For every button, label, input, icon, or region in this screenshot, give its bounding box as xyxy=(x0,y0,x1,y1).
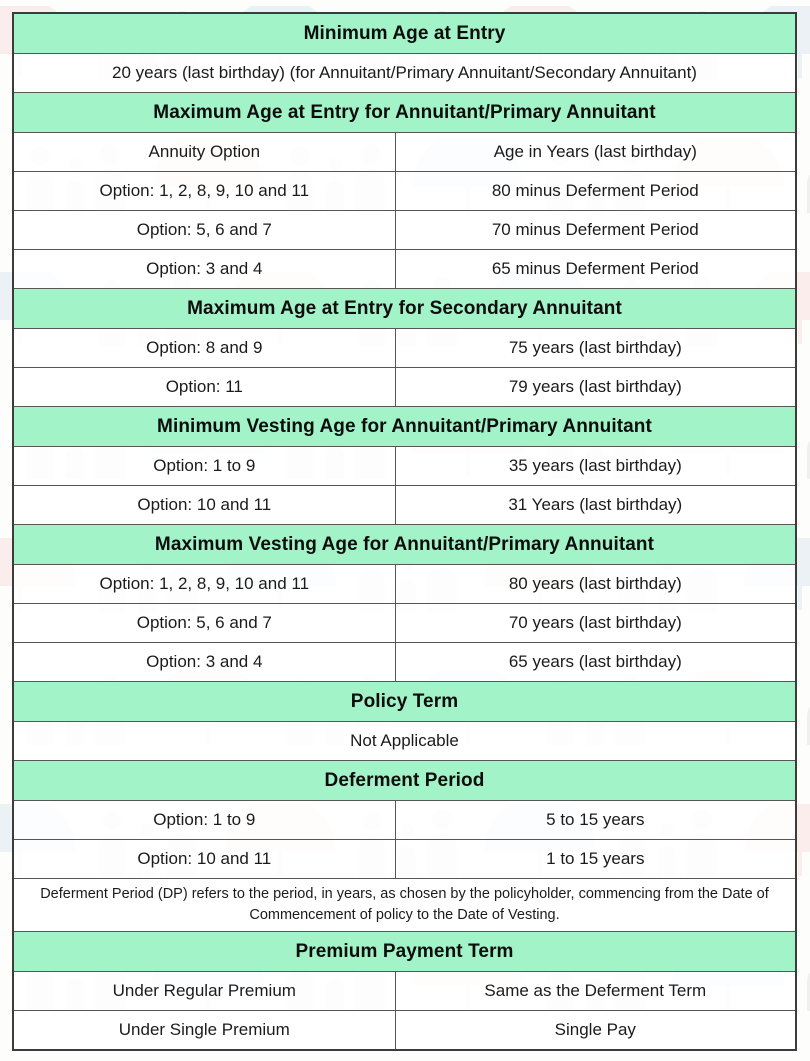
table-row xyxy=(13,368,796,407)
option-cell: Option: 10 and 11 xyxy=(13,486,395,525)
eligibility-table xyxy=(12,12,797,1051)
option-cell: Option: 1, 2, 8, 9, 10 and 11 xyxy=(13,172,395,211)
value-cell: 65 minus Deferment Period xyxy=(395,250,796,289)
table-row xyxy=(13,761,796,801)
section-header: Premium Payment Term xyxy=(13,932,796,972)
option-cell: Option: 11 xyxy=(13,368,395,407)
value-cell: 80 years (last birthday) xyxy=(395,565,796,604)
value-cell: 65 years (last birthday) xyxy=(395,643,796,682)
value-cell: Same as the Deferment Term xyxy=(395,972,796,1011)
value-cell: 35 years (last birthday) xyxy=(395,447,796,486)
option-cell: Option: 1, 2, 8, 9, 10 and 11 xyxy=(13,565,395,604)
table-row xyxy=(13,879,796,932)
value-cell: 79 years (last birthday) xyxy=(395,368,796,407)
table-row xyxy=(13,604,796,643)
option-cell: Option: 1 to 9 xyxy=(13,447,395,486)
section-header: Minimum Age at Entry xyxy=(13,13,796,54)
value-cell: Age in Years (last birthday) xyxy=(395,133,796,172)
option-cell: Option: 3 and 4 xyxy=(13,250,395,289)
table-row xyxy=(13,13,796,54)
value-cell: 31 Years (last birthday) xyxy=(395,486,796,525)
option-cell: Option: 3 and 4 xyxy=(13,643,395,682)
value-cell: 75 years (last birthday) xyxy=(395,329,796,368)
table-row xyxy=(13,93,796,133)
table-row xyxy=(13,250,796,289)
table-row xyxy=(13,329,796,368)
value-cell: 70 minus Deferment Period xyxy=(395,211,796,250)
full-width-value: 20 years (last birthday) (for Annuitant/Primary Annuitant/Secondary Annuitant) xyxy=(13,54,796,93)
option-cell: Annuity Option xyxy=(13,133,395,172)
table-row xyxy=(13,407,796,447)
option-cell: Option: 1 to 9 xyxy=(13,801,395,840)
option-cell: Under Single Premium xyxy=(13,1011,395,1051)
option-cell: Option: 8 and 9 xyxy=(13,329,395,368)
section-header: Maximum Vesting Age for Annuitant/Primary Annuitant xyxy=(13,525,796,565)
section-header: Policy Term xyxy=(13,682,796,722)
table-row xyxy=(13,565,796,604)
table-row xyxy=(13,932,796,972)
value-cell: 5 to 15 years xyxy=(395,801,796,840)
table-row xyxy=(13,643,796,682)
option-cell: Option: 10 and 11 xyxy=(13,840,395,879)
table-row xyxy=(13,682,796,722)
option-cell: Option: 5, 6 and 7 xyxy=(13,604,395,643)
option-cell: Option: 5, 6 and 7 xyxy=(13,211,395,250)
section-header: Minimum Vesting Age for Annuitant/Primary Annuitant xyxy=(13,407,796,447)
table-row xyxy=(13,289,796,329)
table-row xyxy=(13,972,796,1011)
note-cell: Deferment Period (DP) refers to the period, in years, as chosen by the policyholder, commencing from the Date of Commencement of policy to the Date of Vesting. xyxy=(13,879,796,932)
table-row xyxy=(13,801,796,840)
table-row xyxy=(13,840,796,879)
table-row xyxy=(13,211,796,250)
table-row xyxy=(13,133,796,172)
table-row xyxy=(13,1011,796,1051)
value-cell: 1 to 15 years xyxy=(395,840,796,879)
table-row xyxy=(13,486,796,525)
table-row xyxy=(13,525,796,565)
eligibility-table-body xyxy=(13,13,796,1050)
table-row xyxy=(13,722,796,761)
table-row xyxy=(13,54,796,93)
section-header: Maximum Age at Entry for Secondary Annuitant xyxy=(13,289,796,329)
table-row xyxy=(13,447,796,486)
value-cell: 80 minus Deferment Period xyxy=(395,172,796,211)
table-row xyxy=(13,172,796,211)
option-cell: Under Regular Premium xyxy=(13,972,395,1011)
value-cell: 70 years (last birthday) xyxy=(395,604,796,643)
full-width-value: Not Applicable xyxy=(13,722,796,761)
section-header: Maximum Age at Entry for Annuitant/Primary Annuitant xyxy=(13,93,796,133)
section-header: Deferment Period xyxy=(13,761,796,801)
value-cell: Single Pay xyxy=(395,1011,796,1051)
